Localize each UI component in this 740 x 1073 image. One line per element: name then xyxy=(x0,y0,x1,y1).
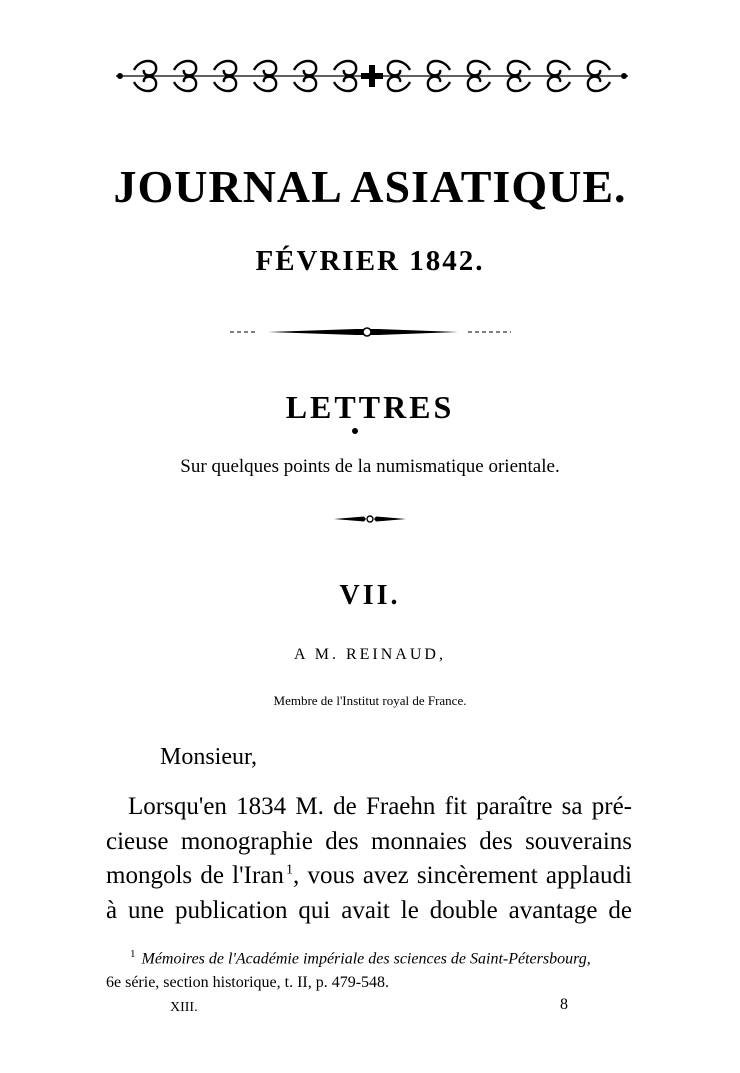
addressee: A M. REINAUD, xyxy=(294,646,446,663)
ornamental-rule xyxy=(228,324,513,340)
salutation: Monsieur, xyxy=(160,744,258,770)
footnote-reference: 1 xyxy=(285,862,293,878)
journal-title: JOURNAL ASIATIQUE. xyxy=(113,161,627,212)
letter-number: VII. xyxy=(339,580,401,611)
letter-body xyxy=(106,790,632,928)
small-ornamental-rule xyxy=(332,512,408,526)
ornamental-header-band xyxy=(112,48,632,104)
body-line: cieuse monographie des monnaies des souverains xyxy=(106,827,632,855)
footnote-line xyxy=(106,942,632,971)
footnote xyxy=(106,942,632,995)
section-heading: LETTRES xyxy=(285,389,455,425)
body-line-part: mongols de l'Iran xyxy=(106,862,284,889)
body-line xyxy=(106,859,632,894)
addressee-role: Membre de l'Institut royal de France. xyxy=(273,693,467,708)
body-line: Lorsqu'en 1834 M. de Fraehn fit paraître sa pré- xyxy=(128,793,632,820)
section-subheading: Sur quelques points de la numismatique orientale. xyxy=(180,456,560,477)
footnote-mark: 1 xyxy=(130,948,136,960)
body-line: à une publication qui avait le double avantage de xyxy=(106,896,632,924)
gathering-number: 8 xyxy=(560,996,568,1013)
footnote-source: Mémoires de l'Académie impériale des sciences de Saint-Pétersbourg, xyxy=(141,950,591,968)
signature-mark: XIII. xyxy=(170,1000,198,1015)
body-line-part: , vous avez sincèrement applaudi xyxy=(292,862,632,889)
issue-date: FÉVRIER 1842. xyxy=(255,245,485,277)
footnote-details: 6e série, section historique, t. II, p. 479-548. xyxy=(106,974,390,992)
heading-dot xyxy=(352,428,358,434)
